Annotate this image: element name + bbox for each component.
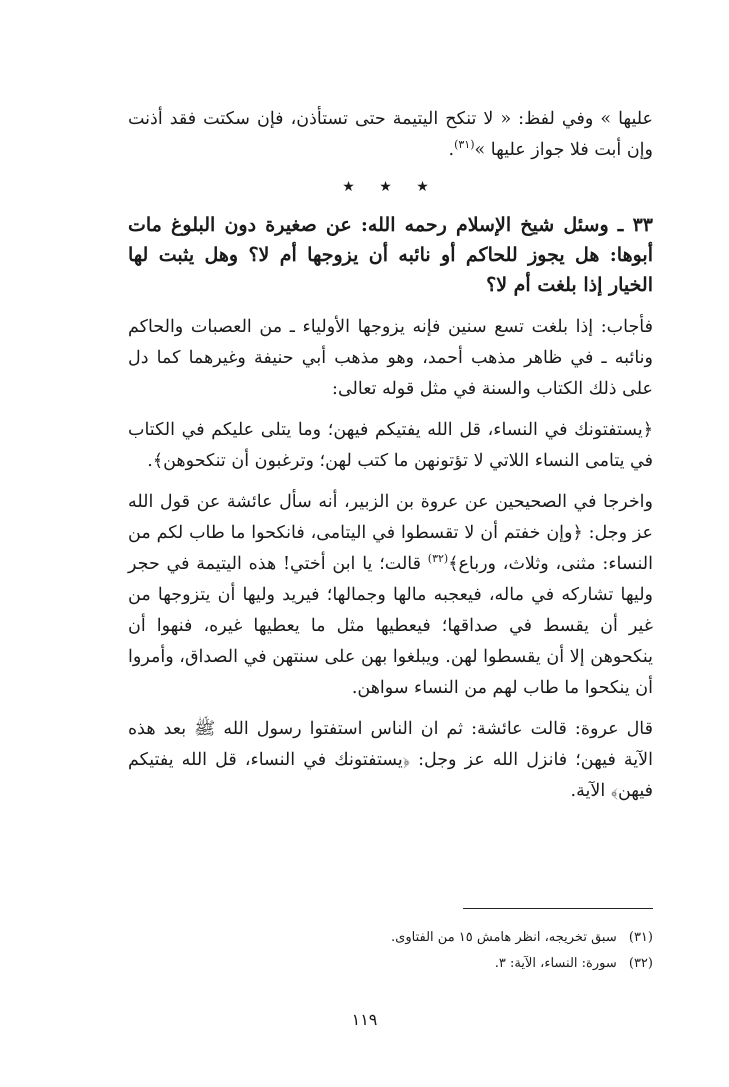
footnote-divider (463, 908, 653, 909)
footnote-ref-32: (٣٢) (427, 552, 449, 566)
paragraph-1 (128, 104, 653, 166)
footnote-ref-31: (٣١) (454, 138, 475, 152)
question-heading: ٣٣ ـ وسئل شيخ الإسلام رحمه الله: عن صغيرة دون البلوغ مات أبوها: هل يجوز للحاكم أو نائبه أن يزوجها أم لا؟ وهل يثبت لها الخيار إذا بلغت أم لا؟ (128, 214, 653, 296)
paragraph-1-end: . (448, 140, 455, 160)
page-body (128, 92, 653, 807)
footnote-number: (٣٢) (628, 956, 653, 971)
footnote-item (128, 951, 653, 977)
footnote-text: سبق تخريجه، انظر هامش ١٥ من الفتاوى. (391, 930, 617, 945)
footnote-number: (٣١) (628, 930, 653, 945)
paragraph-2: فأجاب: إذا بلغت تسع سنين فإنه يزوجها الأولياء ـ من العصبات والحاكم ونائبه ـ في ظاهر مذهب أحمد، وهو مذهب أبي حنيفة وغيرهما كما دل على ذلك الكتاب والسنة في مثل قوله تعالى: (128, 317, 653, 399)
footnote-item (128, 925, 653, 951)
paragraph-4 (128, 487, 653, 704)
footnote-text: سورة: النساء، الآية: ٣. (494, 956, 617, 971)
paragraph-4-text-a: واخرجا في الصحيحين عن عروة بن الزبير، أنه سأل عائشة عن قول الله عز وجل: ﴿وإن خفتم أن لا تقسطوا في اليتامى، فانكحوا ما طاب لكم من النساء: مثنى، وثلاث، ورباع﴾ (128, 492, 653, 574)
paragraph-4-text-b: قالت؛ يا ابن أختي! هذه اليتيمة في حجر وليها تشاركه في ماله، فيعجبه مالها وجمالها؛ فيريد وليها أن يتزوجها من غير أن يقسط في صداقها؛ فيعطيها مثل ما يعطيها غيره، فنهوا أن ينكحوهن إلا أن يقسطوا لهن. ويبلغوا بهن على سنتهن في الصداق، وأمروا أن ينكحوا ما طاب لهم من النساء سواهن. (128, 554, 653, 698)
paragraph-1-text: عليها » وفي لفظ: « لا تنكح اليتيمة حتى تستأذن، فإن سكتت فقد أذنت وإن أبت فلا جواز عليها » (128, 109, 653, 160)
section-separator-stars: ★ ★ ★ (342, 179, 439, 195)
footnotes (128, 925, 653, 977)
paragraph-5: قال عروة: قالت عائشة: ثم ان الناس استفتوا رسول الله ﷺ بعد هذه الآية فيهن؛ فانزل الله عز وجل: ﴿يستفتونك في النساء، قل الله يفتيكم فيهن﴾ الآية. (128, 719, 653, 801)
page-number: ١١٩ (351, 1010, 378, 1029)
paragraph-3-quran-quote: ﴿يستفتونك في النساء، قل الله يفتيكم فيهن؛ وما يتلى عليكم في الكتاب في يتامى النساء اللاتي لا تؤتونهن ما كتب لهن؛ وترغبون أن تنكحوهن﴾. (128, 420, 653, 471)
